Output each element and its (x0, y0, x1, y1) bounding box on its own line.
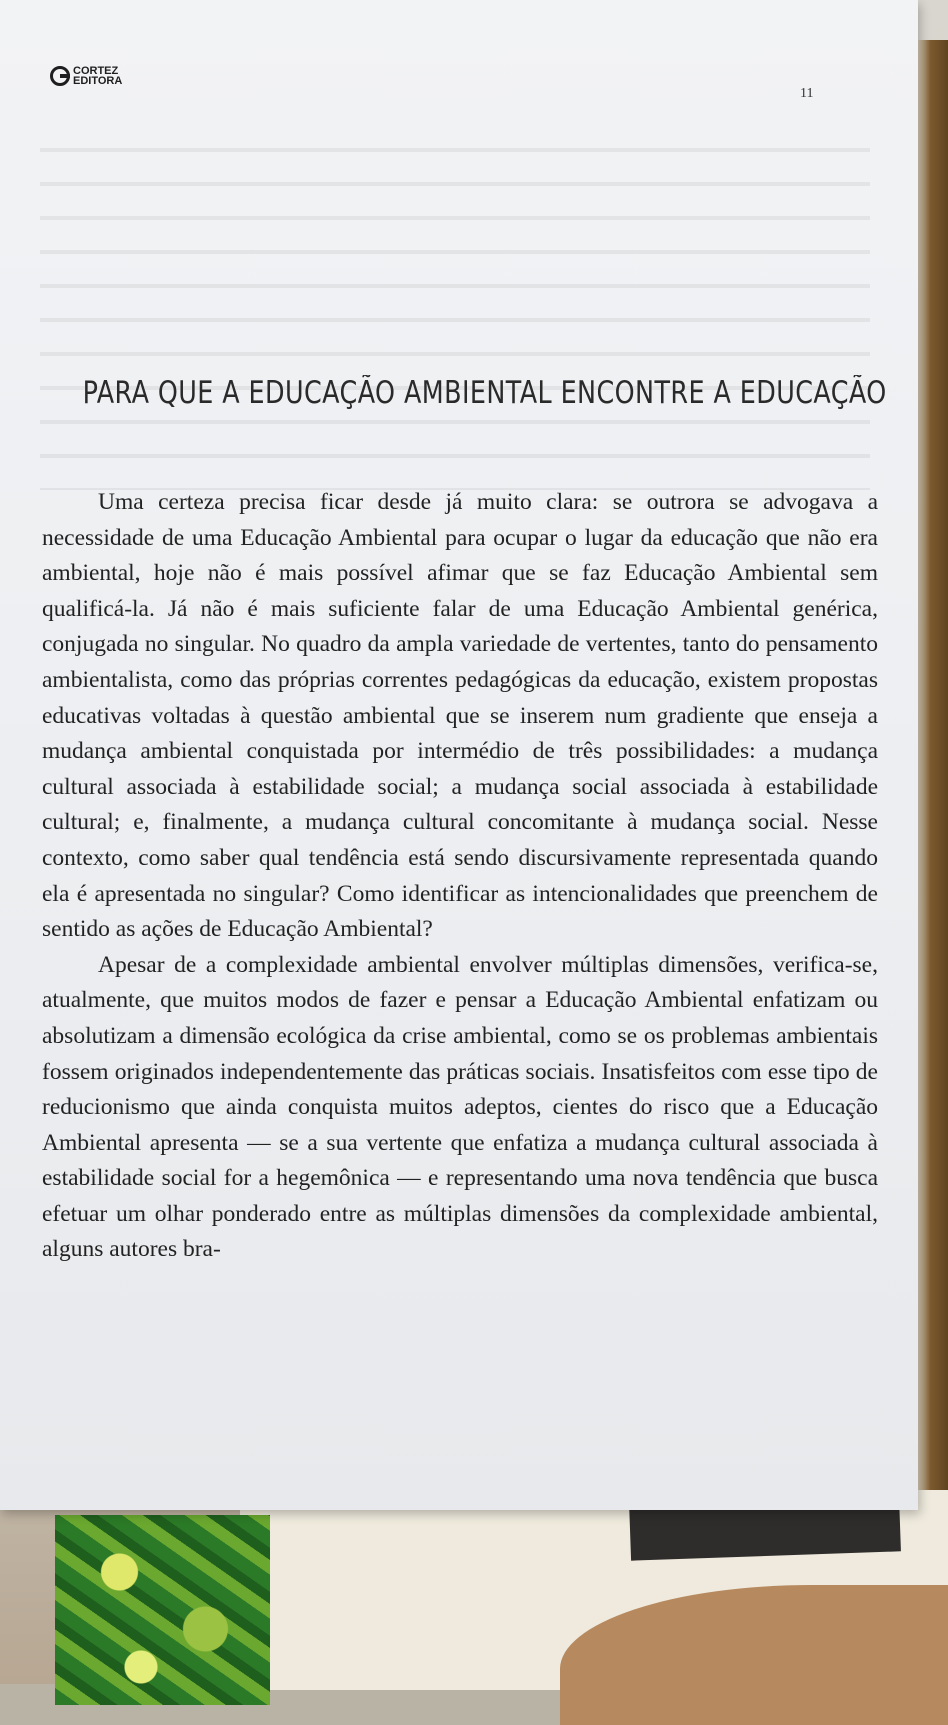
publisher-logo (50, 66, 122, 86)
publisher-logo-text (73, 66, 122, 86)
publisher-name-line2: EDITORA (73, 75, 123, 87)
bleed-through-text (40, 130, 887, 490)
book-edge (916, 40, 948, 1500)
paragraph-1: Uma certeza precisa ficar desde já muito clara: se outrora se advogava a necessidade de uma Educação Ambiental para ocupar o lugar da educação que não era ambiental, hoje não é mais possível afimar que se faz Educação Ambiental sem qualificá-la. Já não é mais suficiente falar de uma Educação Ambiental genérica, conjugada no singular. No quadro da ampla variedade de vertentes, tanto do pensamento ambientalista, como das próprias correntes pedagógicas da educação, existem propostas educativas voltadas à questão ambiental que se inserem num gradiente que enseja a mudança ambiental conquistada por intermédio de três possibilidades: a mudança cultural associada à estabilidade social; a mudança social associada à estabilidade cultural; e, finalmente, a mudança cultural concomitante à mudança social. Nesse contexto, como saber qual tendência está sendo discursivamente representada quando ela é apresentada no singular? Como identificar as intencionalidades que preenchem de sentido as ações de Educação Ambiental? (42, 489, 878, 943)
body-text (42, 485, 878, 1268)
marbled-cover (55, 1515, 270, 1705)
chapter-heading: PARA QUE A EDUCAÇÃO AMBIENTAL ENCONTRE A EDUCAÇÃO (82, 375, 887, 411)
publisher-name-line1: CORTEZ (73, 65, 119, 77)
page-number: 11 (800, 86, 814, 101)
publisher-logo-icon (50, 66, 70, 86)
paragraph-2: Apesar de a complexidade ambiental envolver múltiplas dimensões, verifica-se, atualmente, que muitos modos de fazer e pensar a Educação Ambiental enfatizam ou absolutizam a dimensão ecológica da crise ambiental, como se os problemas ambientais fossem originados independentemente das práticas sociais. Insatisfeitos com esse tipo de reducionismo que ainda conquista muitos adeptos, cientes do risco que a Educação Ambiental apresenta — se a sua vertente que enfatiza a mudança cultural associada à estabilidade social for a hegemônica — e representando uma nova tendência que busca efetuar um olhar ponderado entre as múltiplas dimensões da complexidade ambiental, alguns autores bra- (42, 951, 878, 1263)
